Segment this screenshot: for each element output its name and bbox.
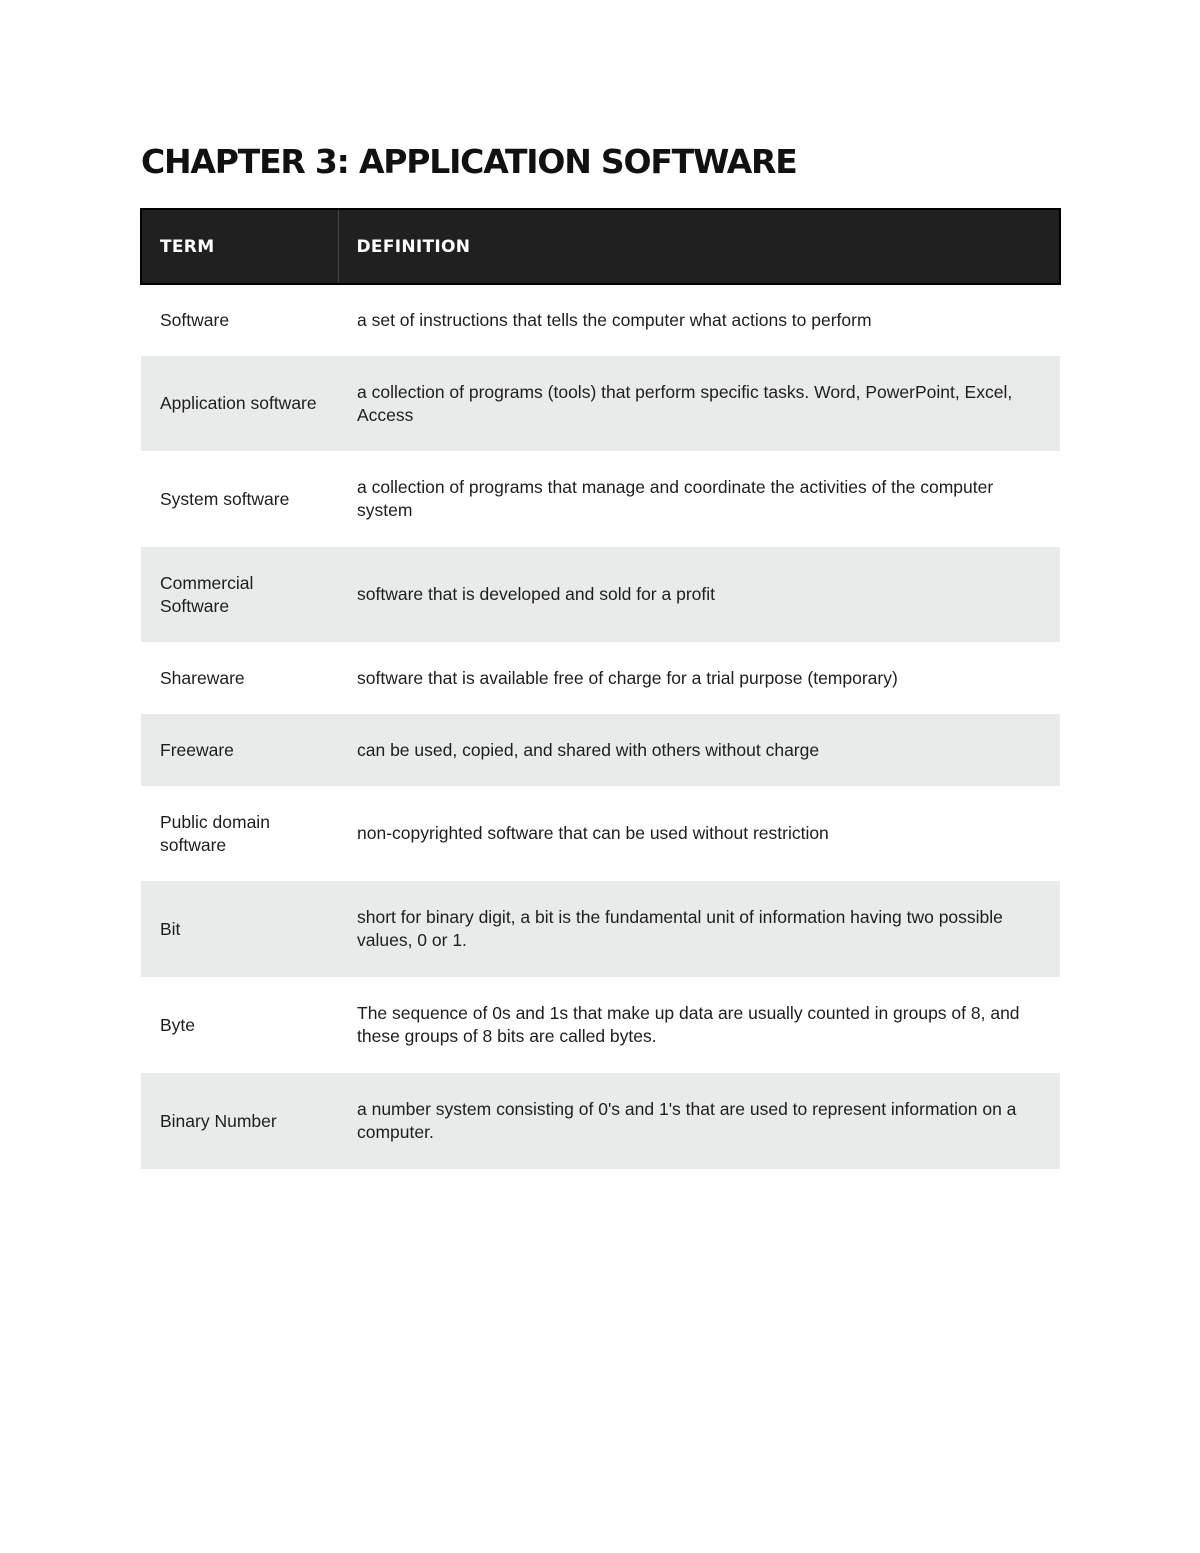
term-cell: Shareware [160,667,245,688]
table-row [141,451,1060,547]
term-cell: Public domain software [160,811,270,855]
table-row [141,547,1060,642]
definition-cell: a set of instructions that tells the computer what actions to perform [357,310,872,330]
definition-cell: software that is available free of charge for a trial purpose (temporary) [357,667,898,688]
definition-cell: a collection of programs that manage and coordinate the activities of the computer system [357,477,994,520]
table-row [141,977,1060,1073]
term-cell: Software [160,310,230,330]
table-row [141,356,1060,451]
table-row [141,786,1060,881]
glossary-table [140,208,1061,1169]
definition-column-header: DEFINITION [338,209,1060,284]
table-row [141,284,1060,356]
page-title: CHAPTER 3: APPLICATION SOFTWARE [141,142,797,181]
table-row [141,642,1060,714]
term-cell: Freeware [141,714,338,786]
table-row [141,881,1060,977]
definition-cell: a number system consisting of 0's and 1's that are used to represent information on a computer. [338,1073,1060,1169]
table-body [141,284,1060,1169]
term-cell: Application software [141,356,338,451]
term-cell: Byte [160,1014,196,1035]
definition-cell: software that is developed and sold for a profit [338,547,1060,642]
term-cell: System software [160,488,290,509]
table-row [141,1073,1060,1169]
definition-cell: can be used, copied, and shared with others without charge [338,714,1060,786]
term-cell: Binary Number [141,1073,338,1169]
term-column-header: TERM [141,209,338,284]
term-cell: Commercial Software [141,547,338,642]
table-header [141,209,1060,284]
definition-cell: short for binary digit, a bit is the fundamental unit of information having two possible values, 0 or 1. [338,881,1060,977]
definition-cell: non-copyrighted software that can be used without restriction [357,823,829,843]
term-cell: Bit [141,881,338,977]
table-row [141,714,1060,786]
definition-cell: a collection of programs (tools) that perform specific tasks. Word, PowerPoint, Excel, Access [338,356,1060,451]
table-header-row [141,209,1060,284]
definition-cell: The sequence of 0s and 1s that make up data are usually counted in groups of 8, and these groups of 8 bits are called bytes. [357,1003,1020,1046]
